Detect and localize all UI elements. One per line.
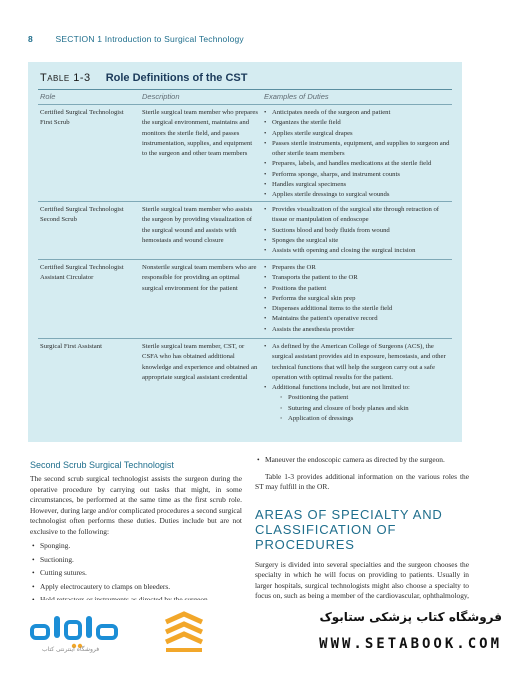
duty-item: • Dispenses additional items to the sterile field bbox=[264, 304, 454, 314]
duty-item: • Positions the patient bbox=[264, 284, 454, 294]
sub-duty-item: ◦ Suturing and closure of body planes and skin bbox=[280, 404, 454, 414]
duty-item: • Applies sterile surgical drapes bbox=[264, 129, 454, 139]
duties-cell bbox=[264, 108, 454, 201]
running-head bbox=[28, 34, 244, 44]
duty-item: • Passes sterile instruments, equipment, and supplies to surgeon and other sterile team members bbox=[264, 139, 454, 160]
store-banner bbox=[0, 600, 524, 675]
duty-item: • Suctions blood and body fluids from wound bbox=[264, 226, 454, 236]
duty-item: • Performs the surgical skin prep bbox=[264, 294, 454, 304]
right-text-column bbox=[255, 455, 469, 612]
title-rule bbox=[38, 89, 452, 90]
table-name: Role Definitions of the CST bbox=[105, 72, 248, 84]
duty-item: • Performs sponge, sharps, and instrument counts bbox=[264, 170, 454, 180]
body-paragraph: The second scrub surgical technologist assists the surgeon during the operative procedure by carrying out tasks that might, in some circumstances, be performed at the same time as the first scrub role. However, during large and/or complicated procedures a second surgical technologist often performs these duties. Duties include but are not exclusive to the following: bbox=[30, 474, 242, 536]
duty-item: • Anticipates needs of the surgeon and patient bbox=[264, 108, 454, 118]
column-header-description: Description bbox=[142, 92, 180, 101]
duties-cell bbox=[264, 263, 454, 335]
role-cell: Certified Surgical Technologist First Scrub bbox=[40, 109, 124, 127]
list-item: • Cutting sutures. bbox=[30, 568, 242, 579]
body-paragraph: Surgery is divided into several specialties and the surgeon chooses the specialty in which he will focus on providing to patients. Usually in larger hospitals, surgical technologists might also choose a specialty to focus on, such as being a member of the cardiovascular, ophthalmology, bbox=[255, 559, 469, 600]
role-cell: Certified Surgical Technologist Second Scrub bbox=[40, 206, 124, 224]
duty-item: • Prepares, labels, and handles medications at the sterile field bbox=[264, 159, 454, 169]
left-text-column bbox=[30, 460, 242, 609]
table-title bbox=[40, 72, 247, 84]
list-item: • Suctioning. bbox=[30, 555, 242, 566]
section-title: SECTION 1 Introduction to Surgical Technology bbox=[55, 34, 244, 44]
description-cell: Nonsterile surgical team members who are responsible for providing an optimal surgical environment for the patient bbox=[142, 264, 257, 292]
duties-cell bbox=[264, 342, 454, 424]
duty-item-text: Additional functions include, but are not limited to: bbox=[272, 384, 410, 392]
header-rule bbox=[38, 104, 452, 105]
table-label: Table 1-3 bbox=[40, 72, 91, 84]
description-cell: Sterile surgical team member, CST, or CSFA who has obtained additional knowledge and experience and obtained an appropriate surgical assistant credential bbox=[142, 343, 258, 381]
row-rule bbox=[38, 201, 452, 202]
list-item: • Maneuver the endoscopic camera as directed by the surgeon. bbox=[255, 455, 469, 466]
duty-item: • Prepares the OR bbox=[264, 263, 454, 273]
book-stack-icon bbox=[162, 610, 206, 654]
duty-item: • Assists the anesthesia provider bbox=[264, 325, 454, 335]
role-cell: Surgical First Assistant bbox=[40, 343, 102, 350]
section-heading: AREAS OF SPECIALTY AND CLASSIFICATION OF PROCEDURES bbox=[255, 506, 443, 552]
duties-cell bbox=[264, 205, 454, 256]
row-rule bbox=[38, 259, 452, 260]
store-name: فروشگاه کتاب پزشکی ستابوک bbox=[319, 610, 502, 624]
duty-item: • Sponges the surgical site bbox=[264, 236, 454, 246]
page-number: 8 bbox=[28, 34, 33, 44]
role-cell: Certified Surgical Technologist Assistant Circulator bbox=[40, 264, 124, 282]
duty-item: • Assists with opening and closing the surgical incision bbox=[264, 246, 454, 256]
row-rule bbox=[38, 338, 452, 339]
duty-item: • As defined by the American College of Surgeons (ACS), the surgical assistant provides aid in exposure, hemostasis, and other technical functions that will help the surgeon carry out a safe operation with optimal results for the patient. bbox=[264, 342, 454, 383]
duty-item: • Applies sterile dressings to surgical wounds bbox=[264, 190, 454, 200]
sub-duty-item: ◦ Application of dressings bbox=[280, 414, 454, 424]
list-item: • Apply electrocautery to clamps on bleeders. bbox=[30, 582, 242, 593]
role-definitions-table bbox=[28, 62, 462, 442]
duty-item: • Transports the patient to the OR bbox=[264, 273, 454, 283]
store-url[interactable]: WWW.SETABOOK.COM bbox=[319, 636, 502, 652]
duty-item: • Maintains the patient's operative record bbox=[264, 314, 454, 324]
logo-tagline: فروشگاه اینترنتی کتاب bbox=[42, 646, 100, 653]
column-header-duties: Examples of Duties bbox=[264, 92, 329, 101]
duty-item: • Provides visualization of the surgical site through retraction of tissue or manipulation of endoscope bbox=[264, 205, 454, 226]
description-cell: Sterile surgical team member who assists the surgeon by providing visualization of the surgical wound and assists with hemostasis and wound closure bbox=[142, 206, 253, 244]
duty-item: • Handles surgical specimens bbox=[264, 180, 454, 190]
list-item: • Sponging. bbox=[30, 541, 242, 552]
column-header-role: Role bbox=[40, 92, 56, 101]
subsection-heading: Second Scrub Surgical Technologist bbox=[30, 460, 174, 470]
duty-item bbox=[264, 383, 454, 424]
duty-item: • Organizes the sterile field bbox=[264, 118, 454, 128]
duties-list bbox=[30, 541, 242, 606]
body-paragraph: Table 1-3 provides additional information on the various roles the ST may fulfill in the OR. bbox=[255, 471, 469, 491]
sub-duty-item: ◦ Positioning the patient bbox=[280, 393, 454, 403]
duties-list-continued bbox=[255, 455, 469, 466]
description-cell: Sterile surgical team member who prepares the surgical environment, maintains and monitors the sterile field, and passes instrumentation, supplies, and equipment to the surgeon and other team members bbox=[142, 109, 258, 158]
